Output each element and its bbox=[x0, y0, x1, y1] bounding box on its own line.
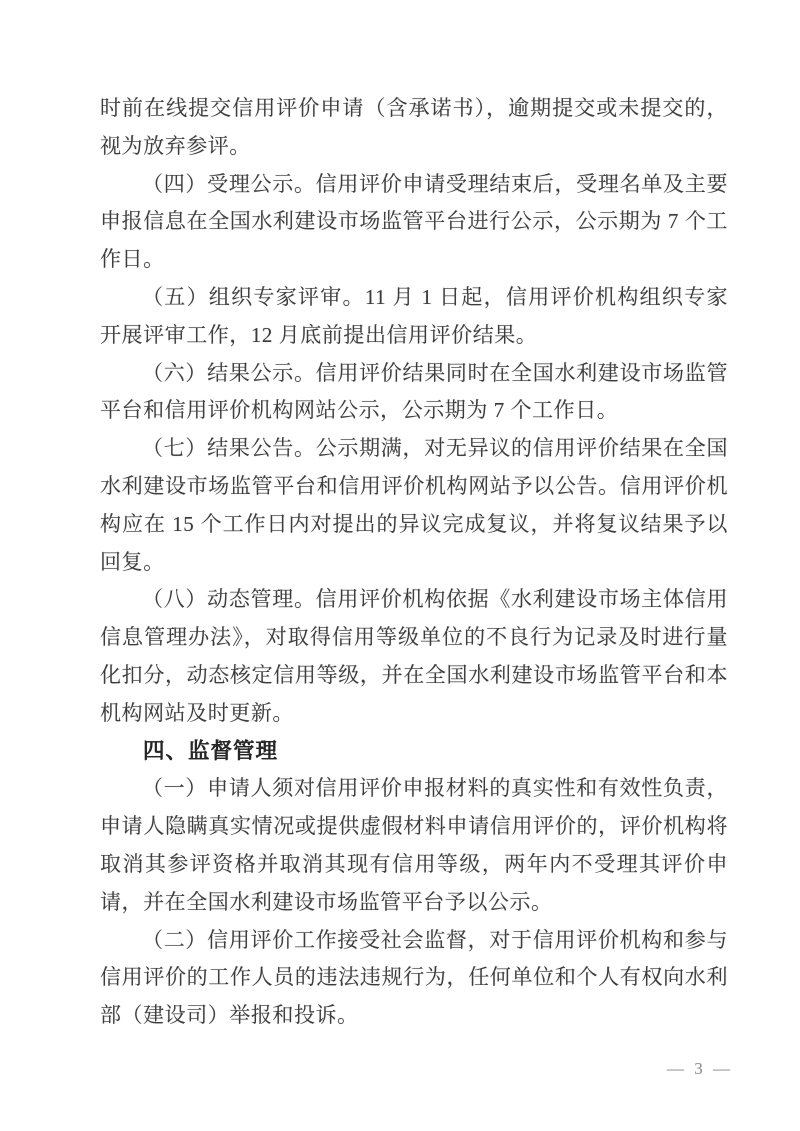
section-heading-supervision: 四、监督管理 bbox=[143, 738, 279, 763]
page-number: — 3 — bbox=[667, 1059, 733, 1078]
paragraph-item-7: （七）结果公告。公示期满，对无异议的信用评价结果在全国水利建设市场监管平台和信用评价机构网站予以公告。信用评价机构应在 15 个工作日内对提出的异议完成复议，并将复议结果予以回复。 bbox=[100, 436, 728, 574]
paragraph-item-8: （八）动态管理。信用评价机构依据《水利建设市场主体信用信息管理办法》，对取得信用等级单位的不良行为记录及时进行量化扣分，动态核定信用等级，并在全国水利建设市场监管平台和本机构网站及时更新。 bbox=[100, 587, 728, 725]
document-body bbox=[100, 90, 728, 1035]
paragraph-item-1: （一）申请人须对信用评价申报材料的真实性和有效性负责，申请人隐瞒真实情况或提供虚假材料申请信用评价的，评价机构将取消其参评资格并取消其现有信用等级，两年内不受理其评价申请，并在全国水利建设市场监管平台予以公示。 bbox=[100, 776, 728, 914]
paragraph-item-6: （六）结果公示。信用评价结果同时在全国水利建设市场监管平台和信用评价机构网站公示，公示期为 7 个工作日。 bbox=[100, 360, 728, 423]
paragraph-item-5: （五）组织专家评审。11 月 1 日起，信用评价机构组织专家开展评审工作，12 月底前提出信用评价结果。 bbox=[100, 284, 728, 347]
paragraph-item-2: （二）信用评价工作接受社会监督，对于信用评价机构和参与信用评价的工作人员的违法违规行为，任何单位和个人有权向水利部（建设司）举报和投诉。 bbox=[100, 927, 728, 1028]
paragraph-continuation: 时前在线提交信用评价申请（含承诺书），逾期提交或未提交的，视为放弃参评。 bbox=[100, 96, 728, 158]
paragraph-item-4: （四）受理公示。信用评价申请受理结束后，受理名单及主要申报信息在全国水利建设市场监管平台进行公示，公示期为 7 个工作日。 bbox=[100, 171, 728, 272]
